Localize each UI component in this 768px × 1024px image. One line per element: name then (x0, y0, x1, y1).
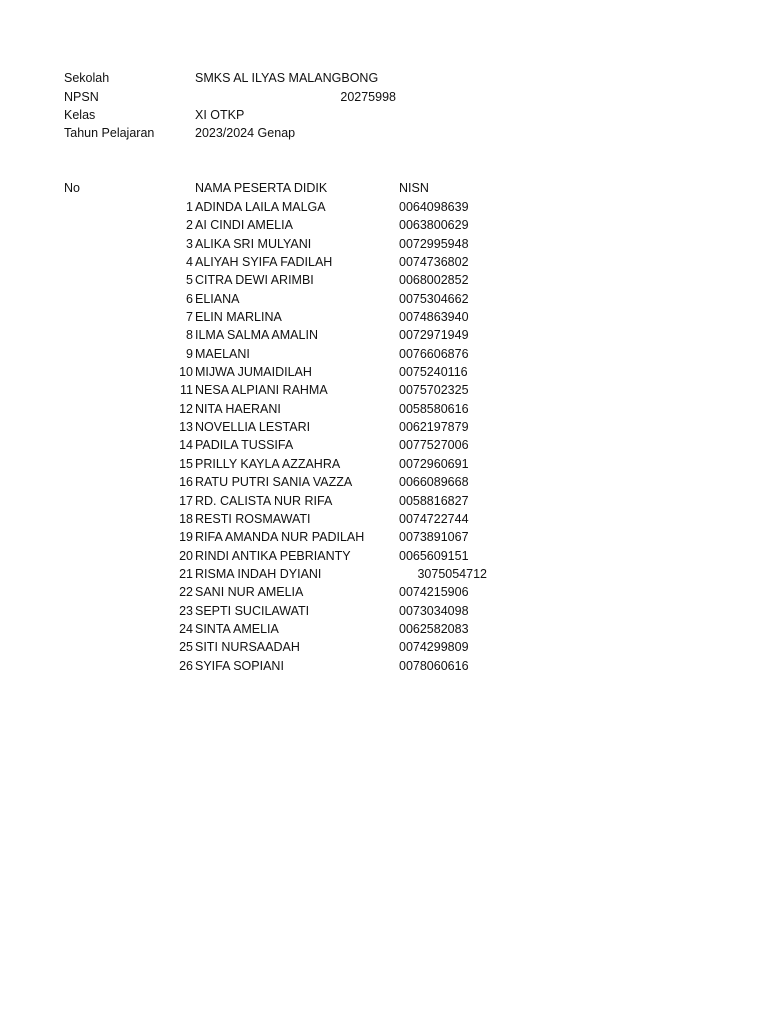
student-name: ALIKA SRI MULYANI (195, 236, 312, 251)
table-row (0, 253, 768, 271)
row-number: 4 (186, 255, 193, 270)
student-nisn: 0073891067 (399, 530, 469, 545)
student-name: CITRA DEWI ARIMBI (195, 273, 314, 288)
table-row (0, 235, 768, 253)
row-number: 19 (179, 530, 193, 545)
row-number: 8 (186, 328, 193, 343)
student-name: PRILLY KAYLA AZZAHRA (195, 456, 341, 471)
table-row (0, 271, 768, 289)
student-name: RESTI ROSMAWATI (195, 511, 311, 526)
row-number: 6 (186, 291, 193, 306)
student-nisn: 0075702325 (399, 383, 469, 398)
table-row (0, 381, 768, 399)
student-name: PADILA TUSSIFA (195, 438, 294, 453)
student-name: MIJWA JUMAIDILAH (195, 365, 312, 380)
table-row (0, 308, 768, 326)
student-name: RIFA AMANDA NUR PADILAH (195, 530, 365, 545)
student-nisn: 0074215906 (399, 585, 469, 600)
info-row-year (64, 124, 464, 142)
table-row (0, 418, 768, 436)
student-nisn: 0058580616 (399, 401, 469, 416)
row-number: 22 (179, 585, 193, 600)
row-number: 21 (179, 566, 193, 581)
student-nisn: 0072960691 (399, 456, 469, 471)
row-number: 14 (179, 438, 193, 453)
student-nisn: 0073034098 (399, 603, 469, 618)
student-name: RINDI ANTIKA PEBRIANTY (195, 548, 351, 563)
student-nisn: 0058816827 (399, 493, 469, 508)
table-row (0, 510, 768, 528)
student-nisn: 3075054712 (417, 566, 487, 581)
student-name: AI CINDI AMELIA (195, 218, 293, 233)
table-row (0, 345, 768, 363)
student-nisn: 0075304662 (399, 291, 469, 306)
student-name: RISMA INDAH DYIANI (195, 566, 322, 581)
table-row (0, 565, 768, 583)
row-number: 7 (186, 310, 193, 325)
npsn-label: NPSN (64, 90, 99, 104)
table-row (0, 620, 768, 638)
info-row-school (64, 69, 464, 87)
info-row-class (64, 106, 464, 124)
year-label: Tahun Pelajaran (64, 126, 155, 140)
student-name: NESA ALPIANI RAHMA (195, 383, 328, 398)
table-row (0, 216, 768, 234)
header-name: NAMA PESERTA DIDIK (195, 181, 328, 195)
student-name: SITI NURSAADAH (195, 640, 300, 655)
student-nisn: 0063800629 (399, 218, 469, 233)
student-nisn: 0062582083 (399, 621, 469, 636)
student-name: ELIANA (195, 291, 240, 306)
student-name: RD. CALISTA NUR RIFA (195, 493, 333, 508)
school-label: Sekolah (64, 71, 110, 85)
school-value: SMKS AL ILYAS MALANGBONG (195, 71, 379, 85)
student-nisn: 0078060616 (399, 658, 469, 673)
table-row (0, 547, 768, 565)
student-name: RATU PUTRI SANIA VAZZA (195, 475, 353, 490)
student-name: ALIYAH SYIFA FADILAH (195, 255, 333, 270)
row-number: 9 (186, 346, 193, 361)
table-row (0, 363, 768, 381)
table-row (0, 436, 768, 454)
header-nisn: NISN (399, 181, 429, 195)
student-nisn: 0066089668 (399, 475, 469, 490)
student-nisn: 0075240116 (399, 365, 468, 380)
class-label: Kelas (64, 108, 96, 122)
class-value: XI OTKP (195, 108, 245, 122)
student-name: NITA HAERANI (195, 401, 281, 416)
table-row (0, 638, 768, 656)
student-nisn: 0074736802 (399, 255, 469, 270)
table-row (0, 400, 768, 418)
student-name: ADINDA LAILA MALGA (195, 200, 326, 214)
row-number: 2 (186, 218, 193, 233)
student-nisn: 0072995948 (399, 236, 469, 251)
student-list (0, 198, 768, 675)
table-row (0, 657, 768, 675)
student-name: ELIN MARLINA (195, 310, 282, 325)
student-nisn: 0062197879 (399, 420, 469, 435)
student-nisn: 0065609151 (399, 548, 469, 563)
student-nisn: 0074863940 (399, 310, 469, 325)
table-row (0, 326, 768, 344)
student-nisn: 0074299809 (399, 640, 469, 655)
table-row (0, 583, 768, 601)
table-row (0, 602, 768, 620)
row-number: 3 (186, 236, 193, 251)
table-row (0, 492, 768, 510)
student-nisn: 0064098639 (399, 200, 469, 214)
student-name: SINTA AMELIA (195, 621, 279, 636)
student-name: ILMA SALMA AMALIN (195, 328, 318, 343)
table-row (0, 528, 768, 546)
table-row (0, 473, 768, 491)
table-row (0, 290, 768, 308)
student-nisn: 0076606876 (399, 346, 469, 361)
row-number: 16 (179, 475, 193, 490)
student-nisn: 0072971949 (399, 328, 469, 343)
student-name: SYIFA SOPIANI (195, 658, 284, 673)
student-name: SEPTI SUCILAWATI (195, 603, 310, 618)
row-number: 25 (179, 640, 193, 655)
row-number: 24 (179, 621, 193, 636)
row-number: 10 (179, 365, 193, 380)
table-row (0, 455, 768, 473)
student-nisn: 0074722744 (399, 511, 469, 526)
row-number: 18 (179, 511, 193, 526)
row-number: 5 (186, 273, 193, 288)
row-number: 20 (179, 548, 193, 563)
row-number: 12 (179, 401, 193, 416)
row-number: 15 (179, 456, 193, 471)
student-name: NOVELLIA LESTARI (195, 420, 311, 435)
row-number: 26 (179, 658, 193, 673)
year-value: 2023/2024 Genap (195, 126, 296, 140)
npsn-value: 20275998 (340, 90, 396, 104)
student-name: SANI NUR AMELIA (195, 585, 304, 600)
row-number: 17 (179, 493, 193, 508)
row-number: 13 (179, 420, 193, 435)
table-row (0, 198, 768, 216)
student-nisn: 0077527006 (399, 438, 469, 453)
student-nisn: 0068002852 (399, 273, 469, 288)
row-number: 11 (180, 383, 193, 398)
header-no: No (64, 181, 80, 195)
student-name: MAELANI (195, 346, 250, 361)
row-number: 1 (186, 200, 193, 214)
row-number: 23 (179, 603, 193, 618)
info-row-npsn (64, 88, 464, 106)
table-header (64, 179, 564, 197)
